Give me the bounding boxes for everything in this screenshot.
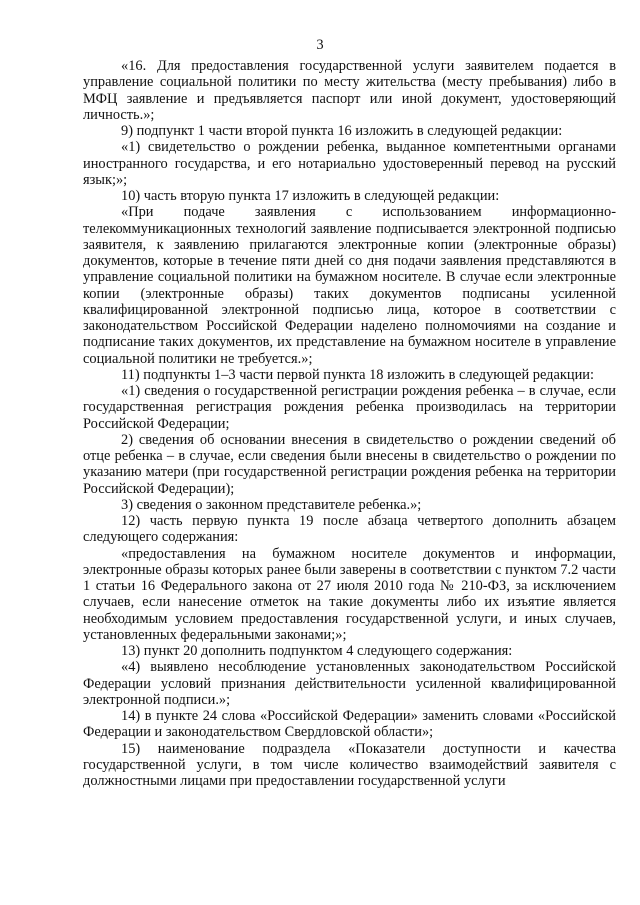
paragraph-birth-certificate: «1) свидетельство о рождении ребенка, выданное компетентными органами иностранного государства, и его нотариально удостоверенный перевод на русский язык;»;: [83, 139, 616, 188]
paragraph-legal-representative: 3) сведения о законном представителе ребенка.»;: [121, 496, 422, 513]
document-body: [83, 58, 616, 789]
paragraph-amendment-15: 15) наименование подраздела «Показатели доступности и качества государственной услуги, в том числе количество взаимодействий заявителя с должностными лицами при предоставлении государственной услуги: [83, 740, 616, 789]
paragraph-signature-validity: «4) выявлено несоблюдение установленных законодательством Российской Федерации условий признания действительности усиленной квалифицированной электронной подписи.»;: [83, 659, 616, 708]
paragraph-amendment-12: 12) часть первую пункта 19 после абзаца четвертого дополнить абзацем следующего содержания:: [83, 513, 616, 546]
paragraph-amendment-11: 11) подпункты 1–3 части первой пункта 18 изложить в следующей редакции:: [121, 366, 594, 383]
paragraph-amendment-9: 9) подпункт 1 части второй пункта 16 изложить в следующей редакции:: [121, 123, 563, 139]
page-number: 3: [316, 37, 324, 53]
paragraph-amendment-13: 13) пункт 20 дополнить подпунктом 4 следующего содержания:: [121, 643, 513, 659]
paragraph-registration-info: «1) сведения о государственной регистрации рождения ребенка – в случае, если государственная регистрация рождения ребенка производилась на территории Российской Федерации;: [83, 383, 616, 432]
paragraph-father-info: 2) сведения об основании внесения в свидетельство о рождении сведений об отце ребенка – в случае, если сведения были внесены в свидетельство о рождении по указанию матери (при государственной регистрации рождения ребенка на территории Российской Федерации);: [83, 431, 616, 497]
paragraph-amendment-14: 14) в пункте 24 слова «Российской Федерации» заменить словами «Российской Федерации и законодательством Свердловской области»;: [83, 708, 616, 741]
paragraph-clause-16: «16. Для предоставления государственной услуги заявителем подается в управление социальной политики по месту жительства (месту пребывания) либо в МФЦ заявление и предъявляется паспорт или иной документ, удостоверяющий личность.»;: [83, 58, 616, 123]
paragraph-electronic-submission: «При подаче заявления с использованием информационно-телекоммуникационных технологий заявление подписывается электронной подписью заявителя, к заявлению прилагаются электронные копии (электронные образы) документов, которые в течение пяти дней со дня подачи заявления представляются в управление социальной политики на бумажном носителе. В случае если электронные копии (электронные образы) таких документов подписаны усиленной квалифицированной электронной подписью лица, которое в соответствии с законодательством Российской Федерации наделено полномочиями на создание и подписание таких документов, их представление на бумажном носителе в управление социальной политики не требуется.»;: [83, 204, 616, 367]
paragraph-amendment-10: 10) часть вторую пункта 17 изложить в следующей редакции:: [121, 188, 500, 204]
paragraph-paper-documents: «предоставления на бумажном носителе документов и информации, электронные образы которых ранее были заверены в соответствии с пунктом 7.2 части 1 статьи 16 Федерального закона от 27 июля 2010 года № 210-ФЗ, за исключением случаев, если нанесение отметок на такие документы либо их изъятие является необходимым условием предоставления государственной услуги, и иных случаев, установленных федеральными законами;»;: [83, 545, 616, 643]
